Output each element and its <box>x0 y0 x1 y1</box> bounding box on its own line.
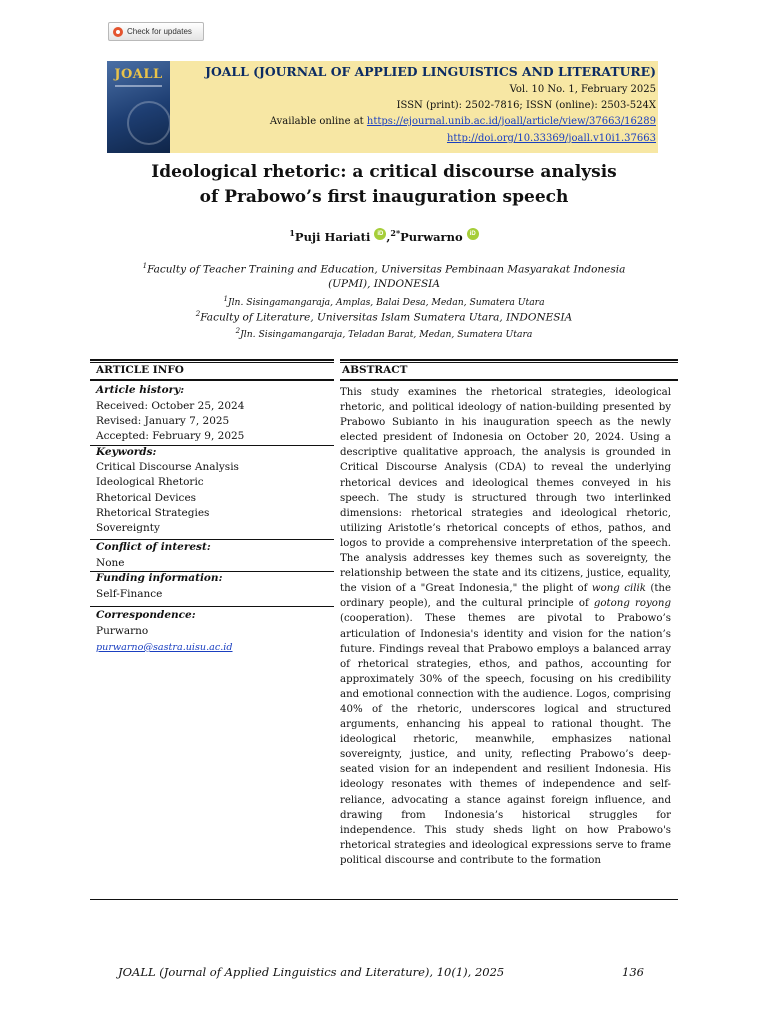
check-for-updates-button[interactable] <box>108 22 204 41</box>
article-url-link[interactable]: https://ejournal.unib.ac.id/joall/article/view/37663/16289 <box>366 116 656 127</box>
footer-citation: JOALL (Journal of Applied Linguistics and Literature), 10(1), 2025 <box>118 965 505 979</box>
available-online-prefix: Available online at <box>269 116 367 127</box>
conflict-label: Conflict of interest: <box>96 541 211 553</box>
author-list: $^1$Puji Hariati iD ,$^{2*}$Purwarno iD <box>100 228 668 244</box>
journal-issn: ISSN (print): 2502-7816; ISSN (online): 2503-524X <box>396 100 656 111</box>
author-name: Puji Hariati <box>294 229 371 244</box>
check-for-updates-icon <box>113 27 123 37</box>
journal-name: JOALL (JOURNAL OF APPLIED LINGUISTICS AND LITERATURE) <box>205 64 656 79</box>
divider <box>90 606 334 607</box>
divider <box>90 362 334 363</box>
correspondence-label: Correspondence: <box>96 609 196 621</box>
journal-cover-image <box>107 61 170 153</box>
abstract-heading: ABSTRACT <box>342 364 408 376</box>
keyword: Ideological Rhetoric <box>96 476 204 488</box>
divider <box>90 899 678 900</box>
funding-value: Self-Finance <box>96 588 163 600</box>
correspondence-email <box>96 641 334 653</box>
term-wong-cilik: wong cilik <box>591 583 646 595</box>
journal-logo: JOALL <box>114 67 163 82</box>
received-date: Received: October 25, 2024 <box>96 400 245 412</box>
check-for-updates-label: Check for updates <box>127 27 192 36</box>
keyword: Sovereignty <box>96 522 160 534</box>
article-history-label: Article history: <box>96 384 185 396</box>
affiliation-2-address: $^2$Jln. Sisingamangaraja, Teladan Barat, Medan, Sumatera Utara <box>235 327 533 341</box>
conflict-value: None <box>96 557 125 569</box>
divider <box>340 362 678 363</box>
divider <box>90 379 334 381</box>
affiliation-1: $^1$Faculty of Teacher Training and Education, Universitas Pembinaan Masyarakat Indonesia <box>142 262 626 276</box>
abstract-text: This study examines the rhetorical strategies, ideological rhetoric, and political ideology of nation-building presented by Prabowo Subianto in his inauguration speech as the newly elected president of Indonesia on October 20, 2024. Using a descriptive qualitative approach, the analysis is grounded in Critical Discourse Analysis (CDA) to reveal the underlying rhetorical devices and ideological themes conveyed in his speech. The study is structured through two interlinked dimensions: rhetorical strategies and ideological rhetoric, utilizing Aristotle’s rhetorical concepts of ethos, pathos, and logos to provide a comprehensive interpretation of the speech. The analysis addresses key themes such as sovereignty, the relationship between the state and its citizens, justice, equality, the vision of a "Great Indonesia," the plight of wong cilik (the ordinary people), and the cultural principle of gotong royong (cooperation). These themes are pivotal to Prabowo’s articulation of Indonesia's identity and vision for the nation’s future. Findings reveal that Prabowo employs a balanced array of rhetorical strategies, ethos, and pathos, accounting for approximately 30% of the speech, focusing on his credibility and emotional connection with the audience. Logos, comprising 40% of the rhetoric, underscores logical and structured arguments, enhancing his appeal to rational thought. The ideological rhetoric, meanwhile, emphasizes national sovereignty, justice, and unity, reflecting Prabowo’s deep-seated vision for an independent and resilient Indonesia. His ideology resonates with themes of independence and self-reliance, advocating a stance against foreign influence, and drawing from Indonesia’s historical struggles for independence. This study sheds light on how Prabowo's rhetorical strategies and ideological expressions serve to frame political discourse and contribute to the formation <box>340 387 671 866</box>
author-name: Purwarno <box>400 229 463 244</box>
term-gotong-royong: gotong royong <box>593 598 671 610</box>
orcid-icon[interactable]: iD <box>374 228 386 240</box>
revised-date: Revised: January 7, 2025 <box>96 415 230 427</box>
available-online <box>178 116 656 127</box>
correspondence-email-link[interactable]: purwarno@sastra.uisu.ac.id <box>96 642 233 653</box>
affiliation-1-cont: (UPMI), INDONESIA <box>328 278 440 290</box>
correspondence-name: Purwarno <box>96 625 149 637</box>
divider <box>340 359 678 361</box>
keywords-label: Keywords: <box>96 446 157 458</box>
affiliation-2: $^2$Faculty of Literature, Universitas Islam Sumatera Utara, INDONESIA <box>195 310 573 324</box>
divider <box>340 379 678 381</box>
keyword: Critical Discourse Analysis <box>96 461 239 473</box>
journal-volume: Vol. 10 No. 1, February 2025 <box>509 84 656 95</box>
accepted-date: Accepted: February 9, 2025 <box>96 430 245 442</box>
page-number: 136 <box>622 965 644 979</box>
divider <box>90 539 334 540</box>
affiliation-1-address: $^1$Jln. Sisingamangaraja, Amplas, Balai Desa, Medan, Sumatera Utara <box>223 295 545 309</box>
paper-title-line-2: of Prabowo’s first inauguration speech <box>199 187 569 207</box>
article-info-heading: ARTICLE INFO <box>96 364 184 376</box>
doi-link[interactable]: http://doi.org/10.33369/joall.v10i1.37663 <box>446 133 656 144</box>
keyword: Rhetorical Strategies <box>96 507 210 519</box>
divider <box>90 359 334 361</box>
paper-title-line-1: Ideological rhetoric: a critical discourse analysis <box>151 162 617 182</box>
orcid-icon[interactable]: iD <box>467 228 479 240</box>
keyword: Rhetorical Devices <box>96 492 197 504</box>
funding-label: Funding information: <box>96 572 223 584</box>
doi-line <box>178 133 656 144</box>
